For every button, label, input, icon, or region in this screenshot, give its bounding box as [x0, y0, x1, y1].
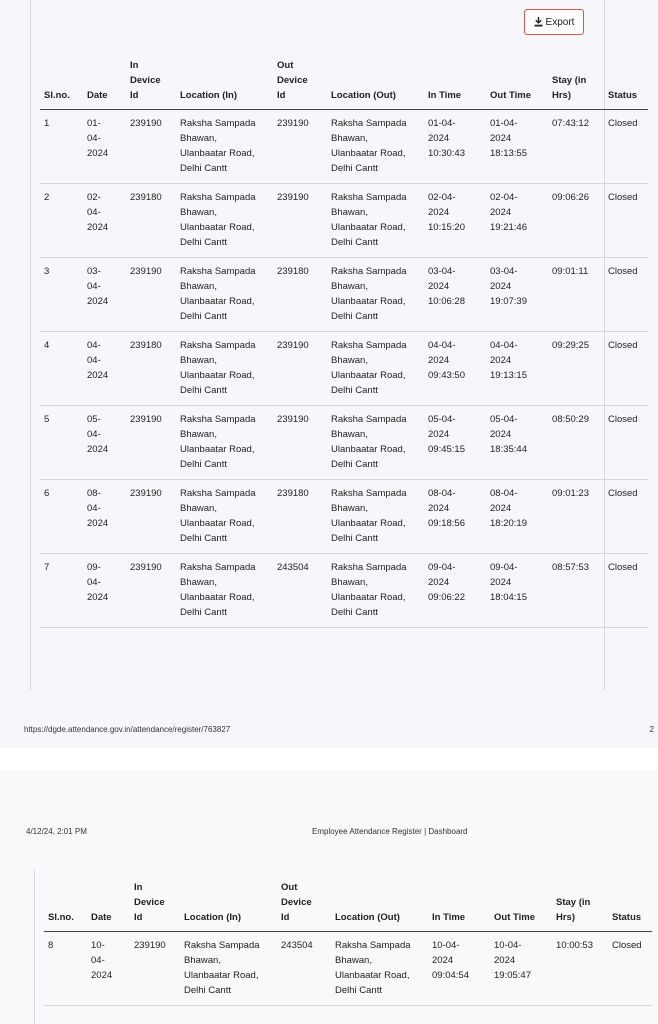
table-cell: Raksha Sampada Bhawan, Ulanbaatar Road, Delhi Cantt — [176, 258, 273, 332]
table-cell: 03-04- 2024 10:06:28 — [424, 258, 486, 332]
table-cell: Raksha Sampada Bhawan, Ulanbaatar Road, Delhi Cantt — [176, 184, 273, 258]
table-cell: 09:01:11 — [548, 258, 604, 332]
table-cell: 09:29:25 — [548, 332, 604, 406]
table-cell: 239190 — [126, 258, 176, 332]
table-cell: 5 — [40, 406, 83, 480]
table-cell: 08:50:29 — [548, 406, 604, 480]
table-cell: 239190 — [130, 932, 180, 1006]
print-page-2 — [0, 770, 658, 1024]
column-header: Location (In) — [180, 880, 277, 932]
page-gap — [0, 748, 658, 770]
table-row — [44, 932, 652, 1006]
table-cell: 1 — [40, 110, 83, 184]
table-row — [40, 480, 648, 554]
export-button[interactable] — [524, 9, 584, 35]
table-cell: Closed — [608, 932, 652, 1006]
column-header: Sl.no. — [40, 58, 83, 110]
table-cell: 239190 — [126, 406, 176, 480]
table-cell: 04-04- 2024 09:43:50 — [424, 332, 486, 406]
table-cell: 2 — [40, 184, 83, 258]
table-cell: Raksha Sampada Bhawan, Ulanbaatar Road, Delhi Cantt — [176, 110, 273, 184]
column-header: In Time — [428, 880, 490, 932]
table-cell: 243504 — [273, 554, 327, 628]
column-header: Sl.no. — [44, 880, 87, 932]
export-label: Export — [545, 16, 575, 28]
column-header: Out Device Id — [277, 880, 331, 932]
page-border-left — [34, 870, 35, 1024]
column-header: Location (In) — [176, 58, 273, 110]
page-number: 2 — [649, 725, 654, 734]
table-cell: 09-04- 2024 18:04:15 — [486, 554, 548, 628]
table-header-row — [44, 880, 652, 932]
table-cell: 02-04- 2024 19:21:46 — [486, 184, 548, 258]
table-cell: 01-04- 2024 18:13:55 — [486, 110, 548, 184]
column-header: Date — [83, 58, 126, 110]
table-cell: Closed — [604, 480, 648, 554]
table-cell: 08:57:53 — [548, 554, 604, 628]
table-cell: 09:06:26 — [548, 184, 604, 258]
table-header-row — [40, 58, 648, 110]
table-cell: Raksha Sampada Bhawan, Ulanbaatar Road, Delhi Cantt — [327, 184, 424, 258]
table-cell: 239190 — [126, 110, 176, 184]
table-body — [44, 932, 652, 1006]
column-header: Out Time — [490, 880, 552, 932]
column-header: In Device Id — [126, 58, 176, 110]
table-cell: 10:00:53 — [552, 932, 608, 1006]
table-cell: 03- 04- 2024 — [83, 258, 126, 332]
table-row — [40, 258, 648, 332]
table-cell: Raksha Sampada Bhawan, Ulanbaatar Road, Delhi Cantt — [327, 480, 424, 554]
table-cell: 09:01:23 — [548, 480, 604, 554]
table-cell: 239190 — [273, 184, 327, 258]
column-header: Out Device Id — [273, 58, 327, 110]
table-cell: 02-04- 2024 10:15:20 — [424, 184, 486, 258]
column-header: In Device Id — [130, 880, 180, 932]
table-cell: 05-04- 2024 18:35:44 — [486, 406, 548, 480]
download-icon — [534, 17, 543, 27]
table-cell: 243504 — [277, 932, 331, 1006]
print-datetime: 4/12/24, 2:01 PM — [26, 827, 87, 836]
table-cell: Raksha Sampada Bhawan, Ulanbaatar Road, Delhi Cantt — [176, 406, 273, 480]
column-header: Stay (in Hrs) — [548, 58, 604, 110]
table-row — [40, 110, 648, 184]
table-cell: Closed — [604, 406, 648, 480]
table-cell: Raksha Sampada Bhawan, Ulanbaatar Road, Delhi Cantt — [176, 554, 273, 628]
table-row — [40, 332, 648, 406]
table-cell: 08- 04- 2024 — [83, 480, 126, 554]
column-header: Location (Out) — [331, 880, 428, 932]
table-cell: 6 — [40, 480, 83, 554]
table-cell: 05-04- 2024 09:45:15 — [424, 406, 486, 480]
table-cell: Raksha Sampada Bhawan, Ulanbaatar Road, Delhi Cantt — [176, 332, 273, 406]
table-cell: 04-04- 2024 19:13:15 — [486, 332, 548, 406]
table-cell: 239180 — [126, 332, 176, 406]
table-cell: 08-04- 2024 18:20:19 — [486, 480, 548, 554]
table-cell: 239190 — [273, 110, 327, 184]
column-header: Location (Out) — [327, 58, 424, 110]
table-cell: 09-04- 2024 09:06:22 — [424, 554, 486, 628]
column-header: Stay (in Hrs) — [552, 880, 608, 932]
table-cell: 01-04- 2024 10:30:43 — [424, 110, 486, 184]
page-border-left — [30, 0, 31, 690]
table-cell: Raksha Sampada Bhawan, Ulanbaatar Road, Delhi Cantt — [176, 480, 273, 554]
table-cell: Raksha Sampada Bhawan, Ulanbaatar Road, Delhi Cantt — [331, 932, 428, 1006]
table-cell: Closed — [604, 258, 648, 332]
table-body — [40, 110, 648, 628]
table-cell: Closed — [604, 554, 648, 628]
table-cell: 01- 04- 2024 — [83, 110, 126, 184]
table-cell: Raksha Sampada Bhawan, Ulanbaatar Road, Delhi Cantt — [327, 332, 424, 406]
table-cell: 05- 04- 2024 — [83, 406, 126, 480]
table-cell: 10-04- 2024 09:04:54 — [428, 932, 490, 1006]
table-cell: Raksha Sampada Bhawan, Ulanbaatar Road, Delhi Cantt — [327, 554, 424, 628]
table-cell: 09- 04- 2024 — [83, 554, 126, 628]
table-cell: 239180 — [126, 184, 176, 258]
table-cell: 239190 — [273, 332, 327, 406]
table-cell: Raksha Sampada Bhawan, Ulanbaatar Road, Delhi Cantt — [327, 110, 424, 184]
column-header: Out Time — [486, 58, 548, 110]
table-cell: 239190 — [273, 406, 327, 480]
table-row — [40, 184, 648, 258]
column-header: Status — [608, 880, 652, 932]
table-cell: 4 — [40, 332, 83, 406]
table-cell: 239180 — [273, 480, 327, 554]
table-cell: 07:43:12 — [548, 110, 604, 184]
table-cell: 239190 — [126, 554, 176, 628]
print-title: Employee Attendance Register | Dashboard — [312, 827, 468, 836]
table-cell: 10- 04- 2024 — [87, 932, 130, 1006]
table-cell: 10-04- 2024 19:05:47 — [490, 932, 552, 1006]
table-cell: 04- 04- 2024 — [83, 332, 126, 406]
table-cell: Raksha Sampada Bhawan, Ulanbaatar Road, Delhi Cantt — [327, 406, 424, 480]
table-cell: Closed — [604, 184, 648, 258]
table-cell: 7 — [40, 554, 83, 628]
footer-url: https://dgde.attendance.gov.in/attendance/register/763827 — [24, 725, 231, 734]
table-row — [40, 554, 648, 628]
table-row — [40, 406, 648, 480]
table-cell: 03-04- 2024 19:07:39 — [486, 258, 548, 332]
table-cell: 3 — [40, 258, 83, 332]
table-cell: 08-04- 2024 09:18:56 — [424, 480, 486, 554]
column-header: Status — [604, 58, 648, 110]
table-cell: 8 — [44, 932, 87, 1006]
table-cell: 02- 04- 2024 — [83, 184, 126, 258]
column-header: In Time — [424, 58, 486, 110]
table-cell: Raksha Sampada Bhawan, Ulanbaatar Road, Delhi Cantt — [180, 932, 277, 1006]
table-cell: Raksha Sampada Bhawan, Ulanbaatar Road, Delhi Cantt — [327, 258, 424, 332]
table-cell: Closed — [604, 110, 648, 184]
attendance-table-continued — [44, 880, 652, 1006]
table-cell: 239190 — [126, 480, 176, 554]
column-header: Date — [87, 880, 130, 932]
table-cell: Closed — [604, 332, 648, 406]
attendance-table — [40, 58, 648, 628]
table-cell: 239180 — [273, 258, 327, 332]
